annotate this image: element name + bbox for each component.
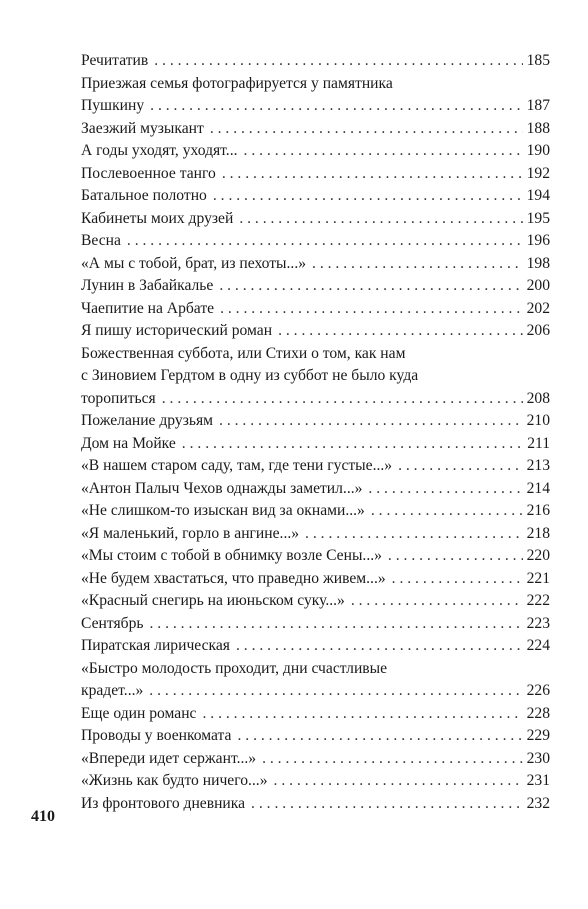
toc-entry-page: 187 xyxy=(526,97,550,114)
toc-entry-line xyxy=(81,253,550,276)
dot-leader xyxy=(182,433,523,456)
toc-entry-page: 213 xyxy=(526,457,550,474)
toc-entry-page: 202 xyxy=(526,299,550,317)
dot-leader xyxy=(244,140,523,163)
dot-leader xyxy=(351,590,523,613)
toc-entry xyxy=(81,73,550,118)
toc-entry-title-line: Приезжая семья фотографируется у памятника xyxy=(81,74,393,92)
toc-entry-line xyxy=(81,748,550,771)
toc-entry-title: Пушкину xyxy=(81,97,145,114)
toc-entry xyxy=(81,590,550,613)
toc-entry-page: 208 xyxy=(526,389,550,407)
toc-entry xyxy=(81,500,550,523)
toc-entry-line xyxy=(81,703,550,726)
toc-entry-title: Пиратская лирическая xyxy=(81,637,230,654)
toc-entry-line xyxy=(81,680,550,703)
toc-entry-line xyxy=(81,455,550,478)
toc-entry-page: 216 xyxy=(526,502,550,519)
toc-entry xyxy=(81,343,550,411)
toc-entry-line xyxy=(81,275,550,298)
toc-entry-line xyxy=(81,770,550,793)
toc-entry-line xyxy=(81,320,550,343)
toc-entry-title: Заезжий музыкант xyxy=(81,119,204,137)
dot-leader xyxy=(278,320,523,343)
toc-entry xyxy=(81,298,550,321)
toc-entry xyxy=(81,140,550,163)
toc-entry-title: «В нашем старом саду, там, где тени густые...» xyxy=(81,457,393,474)
toc-entry-line xyxy=(81,95,550,118)
toc-entry-line xyxy=(81,208,550,231)
toc-entry-title: «Антон Палыч Чехов однажды заметил...» xyxy=(81,479,363,497)
toc-entry-page: 214 xyxy=(526,479,550,497)
toc-entry xyxy=(81,478,550,501)
toc-entry-line xyxy=(81,590,550,613)
dot-leader xyxy=(202,703,522,726)
toc-entry-line xyxy=(81,478,550,501)
toc-entry xyxy=(81,793,550,816)
dot-leader xyxy=(149,680,522,703)
toc-entry-title: «Мы стоим с тобой в обнимку возле Сены...» xyxy=(81,547,382,564)
dot-leader xyxy=(237,725,522,748)
toc-entry-line xyxy=(81,725,550,748)
toc-entry xyxy=(81,433,550,456)
toc-entry-title: Весна xyxy=(81,232,121,249)
dot-leader xyxy=(150,95,522,118)
toc-entry-page: 196 xyxy=(526,232,550,249)
dot-leader xyxy=(219,275,522,298)
toc-entry xyxy=(81,320,550,343)
toc-entry-line xyxy=(81,388,550,411)
toc-entry-line xyxy=(81,118,550,141)
toc-entry xyxy=(81,253,550,276)
toc-entry-page: 188 xyxy=(526,119,550,137)
dot-leader xyxy=(388,545,523,568)
dot-leader xyxy=(274,770,523,793)
toc-entry xyxy=(81,410,550,433)
page-number: 410 xyxy=(31,808,55,825)
toc-entry-page: 220 xyxy=(526,547,550,564)
toc-entry-page: 198 xyxy=(526,254,550,272)
toc-entry-title: Лунин в Забайкалье xyxy=(81,277,214,294)
toc-entry-page: 211 xyxy=(527,434,550,452)
dot-leader xyxy=(392,568,523,591)
toc-entry-title-line: с Зиновием Гердтом в одну из суббот не было куда xyxy=(81,367,419,384)
toc-entry-title: Сентябрь xyxy=(81,614,144,632)
toc-entry xyxy=(81,275,550,298)
toc-entry-line xyxy=(81,500,550,523)
toc-entry xyxy=(81,635,550,658)
toc-entry-title: Я пишу исторический роман xyxy=(81,322,273,339)
toc-entry-page: 185 xyxy=(526,52,550,69)
dot-leader xyxy=(236,635,523,658)
toc-entry-page: 195 xyxy=(526,209,550,227)
toc-entry-title: Дом на Мойке xyxy=(81,434,176,452)
toc-entry-line xyxy=(81,50,550,73)
toc-entry-line xyxy=(81,545,550,568)
toc-entry-line xyxy=(81,163,550,186)
toc-entry-page: 226 xyxy=(526,682,550,699)
toc-entry-line xyxy=(81,523,550,546)
toc-entry-page: 200 xyxy=(526,277,550,294)
toc-entry-page: 222 xyxy=(526,592,550,609)
toc-entry-line xyxy=(81,298,550,321)
toc-entry-line xyxy=(81,230,550,253)
toc-entry-line xyxy=(81,140,550,163)
toc-entry-line xyxy=(81,410,550,433)
toc-entry-line xyxy=(81,613,550,636)
toc-entry xyxy=(81,118,550,141)
toc-entry xyxy=(81,658,550,703)
toc-entry-page: 232 xyxy=(526,794,550,812)
dot-leader xyxy=(371,500,523,523)
toc-entry xyxy=(81,523,550,546)
toc-entry-title: «Не слишком-то изыскан вид за окнами...» xyxy=(81,502,365,519)
toc-entry-page: 221 xyxy=(526,569,550,587)
toc-entry-title: Кабинеты моих друзей xyxy=(81,209,234,227)
toc-entry xyxy=(81,50,550,73)
dot-leader xyxy=(398,455,523,478)
toc-entry-page: 230 xyxy=(526,749,550,767)
toc-entry-title: Батальное полотно xyxy=(81,187,207,204)
dot-leader xyxy=(251,793,523,816)
toc-entry-page: 224 xyxy=(526,637,550,654)
toc-entry-title: Проводы у военкомата xyxy=(81,727,232,744)
toc-entry-title: «А мы с тобой, брат, из пехоты...» xyxy=(81,254,307,272)
toc-entry xyxy=(81,230,550,253)
toc-entry-title: «Я маленький, горло в ангине...» xyxy=(81,524,300,542)
toc-entry-line xyxy=(81,793,550,816)
toc-entry-title: «Не будем хвастаться, что праведно живем...» xyxy=(81,569,386,587)
toc-entry-page: 190 xyxy=(526,142,550,159)
toc-entry-page: 218 xyxy=(526,524,550,542)
dot-leader xyxy=(312,253,523,276)
toc-entry-title: торопиться xyxy=(81,389,156,407)
toc-entry xyxy=(81,185,550,208)
toc-entry-page: 223 xyxy=(526,614,550,632)
toc-entry xyxy=(81,208,550,231)
toc-entry xyxy=(81,163,550,186)
toc-entry-title: Послевоенное танго xyxy=(81,164,216,182)
dot-leader xyxy=(368,478,522,501)
dot-leader xyxy=(210,118,523,141)
dot-leader xyxy=(149,613,522,636)
toc-entry-title: крадет...» xyxy=(81,682,144,699)
toc-entry xyxy=(81,770,550,793)
dot-leader xyxy=(154,50,522,73)
toc-entry-title: «Красный снегирь на июньском суку...» xyxy=(81,592,345,609)
toc-entry-title: А годы уходят, уходят... xyxy=(81,142,238,159)
toc-entry-title-line: Божественная суббота, или Стихи о том, как нам xyxy=(81,344,406,362)
dot-leader xyxy=(219,410,523,433)
toc-entry-title: Пожелание друзьям xyxy=(81,412,214,429)
toc-entry-page: 229 xyxy=(526,727,550,744)
toc-entry-line xyxy=(81,433,550,456)
toc-entry-page: 194 xyxy=(526,187,550,204)
toc-entry-page: 210 xyxy=(526,412,550,429)
toc-entry-page: 228 xyxy=(526,704,550,722)
toc-entry-title: Из фронтового дневника xyxy=(81,794,246,812)
toc-entry xyxy=(81,748,550,771)
toc-entry-title: «Впереди идет сержант...» xyxy=(81,749,257,767)
toc-entry-page: 231 xyxy=(526,772,550,789)
toc-entry-title: Еще один романс xyxy=(81,704,197,722)
dot-leader xyxy=(162,388,523,411)
toc-entry-title: «Жизнь как будто ничего...» xyxy=(81,772,268,789)
toc-entry xyxy=(81,568,550,591)
toc-entry xyxy=(81,455,550,478)
dot-leader xyxy=(239,208,522,231)
toc-entry-title: Чаепитие на Арбате xyxy=(81,299,215,317)
toc-entry-title-line: «Быстро молодость проходит, дни счастливые xyxy=(81,659,388,677)
toc-entry-line xyxy=(81,185,550,208)
toc-entry-line xyxy=(81,568,550,591)
dot-leader xyxy=(222,163,523,186)
toc-entry-line xyxy=(81,635,550,658)
dot-leader xyxy=(305,523,523,546)
dot-leader xyxy=(213,185,523,208)
toc-entry xyxy=(81,613,550,636)
toc-entry xyxy=(81,545,550,568)
dot-leader xyxy=(127,230,523,253)
table-of-contents xyxy=(81,50,550,815)
dot-leader xyxy=(220,298,523,321)
toc-entry xyxy=(81,725,550,748)
toc-entry-title: Речитатив xyxy=(81,52,149,69)
dot-leader xyxy=(262,748,523,771)
toc-entry-page: 192 xyxy=(526,164,550,182)
toc-entry xyxy=(81,703,550,726)
toc-entry-page: 206 xyxy=(526,322,550,339)
